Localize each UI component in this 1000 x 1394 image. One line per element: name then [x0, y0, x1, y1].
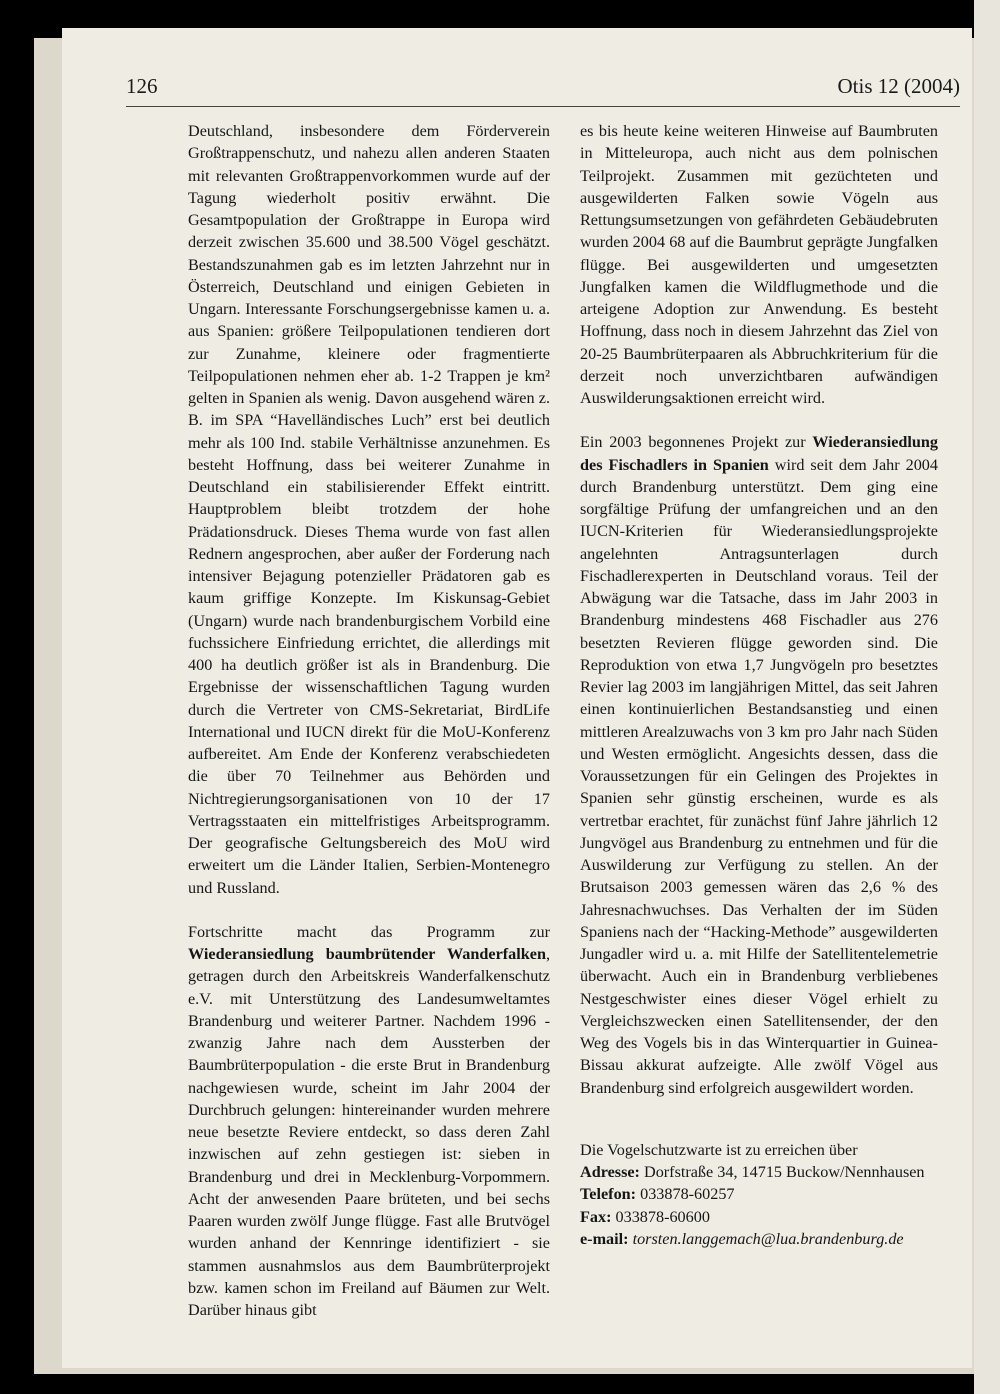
paragraph-osprey: Ein 2003 begonnenes Projekt zur Wiederansiedlung des Fischadlers in Spanien wird seit dem Jahr 2004 durch Brandenburg unterstützt. Dem ging eine sorgfältige Prüfung der umfangreichen und an den IUCN-Kriterien für Wiederansiedlungsprojekte angelehnten Antragsunterlagen durch Fischadlerexperten in Deutschland voraus. Teil der Abwägung war die Tatsache, dass im Jahr 2003 in Brandenburg mindestens 468 Fischadler aus 276 besetzten Revieren flügge geworden sind. Die Reproduktion von etwa 1,7 Jungvögeln pro besetztes Revier lag 2003 im langjährigen Mittel, das seit Jahren einen kontinuierlichen Bestandsanstieg und einen mittleren Arealzuwachs von 3 km pro Jahr nach Süden und Westen ermöglicht. Angesichts dessen, dass die Voraussetzungen für ein Gelingen des Projektes in Spanien sehr günstig erscheinen, wurde es als vertretbar erachtet, für zunächst fünf Jahre jährlich 12 Jungvögel aus Brandenburg zu entnehmen und für die Auswilderung zur Verfügung zu stellen. An der Brutsaison 2003 gemessen wären das 2,6 % des Jahresnachwuchses. Das Verhalten der im Süden Spaniens nach der “Hacking-Methode” ausgewilderten Jungadler wird u. a. mit Hilfe der Satellitentelemetrie überwacht. Auch ein in Brandenburg verbliebenes Nestgeschwister eines dieser Vögel erhielt zu Vergleichszwecken einen Satellitensender, der den Weg des Vogels bis in das Winterquartier in Guinea-Bissau akkurat aufzeigte. Alle zwölf Vögel aus Brandenburg sind erfolgreich ausgewildert worden. — [580, 433, 938, 1097]
contact-block — [580, 1139, 938, 1250]
contact-phone: Telefon: 033878-60257 — [580, 1185, 735, 1204]
contact-fax: Fax: 033878-60600 — [580, 1207, 710, 1226]
highlight-peregrine: Wiederansiedlung baumbrütender Wanderfalken — [188, 945, 546, 963]
running-header — [126, 70, 960, 107]
email-link[interactable]: torsten.langgemach@lua.brandenburg.de — [632, 1229, 904, 1248]
contact-email: e-mail: torsten.langgemach@lua.brandenburg.de — [580, 1229, 904, 1248]
paragraph-tree-nesting: es bis heute keine weiteren Hinweise auf Baumbruten in Mitteleuropa, auch nicht aus dem polnischen Teilprojekt. Zusammen mit gezüchteten und ausgewilderten Falken sowie Vögeln aus Rettungsumsetzungen von gefährdeten Gebäudebruten wurden 2004 68 auf die Baumbrut geprägte Jungfalken flügge. Bei ausgewilderten und umgesetzten Jungfalken kamen die Wildflugmethode und die arteigene Adoption zur Anwendung. Es besteht Hoffnung, dass noch in diesem Jahrzehnt das Ziel von 20-25 Baumbrüterpaaren als Abbruchkriterium für die derzeit noch unverzichtbaren aufwändigen Auswilderungsaktionen erreicht wird. — [580, 122, 938, 407]
right-column — [580, 120, 938, 1250]
adjacent-page-edge — [974, 0, 1000, 1394]
left-column — [188, 120, 550, 1321]
page-number: 126 — [126, 74, 158, 98]
highlight-osprey: Wiederansiedlung des Fischadlers in Spanien — [580, 433, 938, 474]
journal-reference: Otis 12 (2004) — [837, 74, 960, 98]
contact-intro: Die Vogelschutzwarte ist zu erreichen über — [580, 1140, 858, 1159]
paragraph-great-bustard: Deutschland, insbesondere dem Förderverein Großtrappenschutz, und nahezu allen anderen Staaten mit relevanten Großtrappenvorkommen wurde auf der Tagung wiederholt positiv erwähnt. Die Gesamtpopulation der Großtrappe in Europa wird derzeit zwischen 35.600 und 38.500 Vögel geschätzt. Bestandszunahmen gab es im letzten Jahrzehnt nur in Österreich, Deutschland und einigen Gebieten in Ungarn. Interessante Forschungsergebnisse kamen u. a. aus Spanien: größere Teilpopulationen tendieren dort zur Zunahme, kleinere oder fragmentierte Teilpopulationen nehmen eher ab. 1-2 Trappen je km² gelten in Spanien als wenig. Davon ausgehend wären z. B. im SPA “Havelländisches Luch” erst bei deutlich mehr als 100 Ind. stabile Verhältnisse anzunehmen. Es besteht Hoffnung, dass bei weiterer Zunahme in Deutschland ein stabilisierender Effekt eintritt. Hauptproblem bleibt trotzdem der hohe Prädationsdruck. Dieses Thema wurde von fast allen Rednern angesprochen, aber außer der Forderung nach intensiver Bejagung potenzieller Prädatoren gab es kaum griffige Konzepte. Im Kiskunsag-Gebiet (Ungarn) wurde nach brandenburgischem Vorbild eine fuchssichere Einfriedung errichtet, die allerdings mit 400 ha deutlich größer ist als in Brandenburg. Die Ergebnisse der wissenschaftlichen Tagung wurden durch die Vertreter von CMS-Sekretariat, BirdLife International und IUCN direkt für die MoU-Konferenz aufbereitet. Am Ende der Konferenz verabschiedeten die über 70 Teilnehmer aus Behörden und Nichtregierungsorganisationen von 10 der 17 Vertragsstaaten ein mittelfristiges Arbeitsprogramm. Der geografische Geltungsbereich des MoU wird erweitert um die Länder Italien, Serbien-Montenegro und Russland. — [188, 122, 550, 897]
contact-address: Adresse: Dorfstraße 34, 14715 Buckow/Nennhausen — [580, 1163, 925, 1181]
paragraph-peregrine: Fortschritte macht das Programm zur Wiederansiedlung baumbrütender Wanderfalken, getragen durch den Arbeitskreis Wanderfalkenschutz e.V. mit Unterstützung des Landesumweltamtes Brandenburg und weiterer Partner. Nachdem 1996 - zwanzig Jahre nach dem Aussterben der Baumbrüterpopulation - die erste Brut in Brandenburg nachgewiesen wurde, scheint im Jahr 2004 der Durchbruch gelungen: hintereinander wurden mehrere neue besetzte Reviere entdeckt, so dass deren Zahl inzwischen auf zehn gestiegen ist: sieben in Brandenburg und drei in Mecklenburg-Vorpommern. Acht der anwesenden Paare brüteten, und bei sechs Paaren wurden zwölf Junge flügge. Fast alle Brutvögel wurden anhand der Kennringe identifiziert - sie stammen ausnahmslos aus dem Baumbrüterprojekt bzw. kamen schon im Freiland auf Bäumen zur Welt. Darüber hinaus gibt — [188, 922, 550, 1319]
